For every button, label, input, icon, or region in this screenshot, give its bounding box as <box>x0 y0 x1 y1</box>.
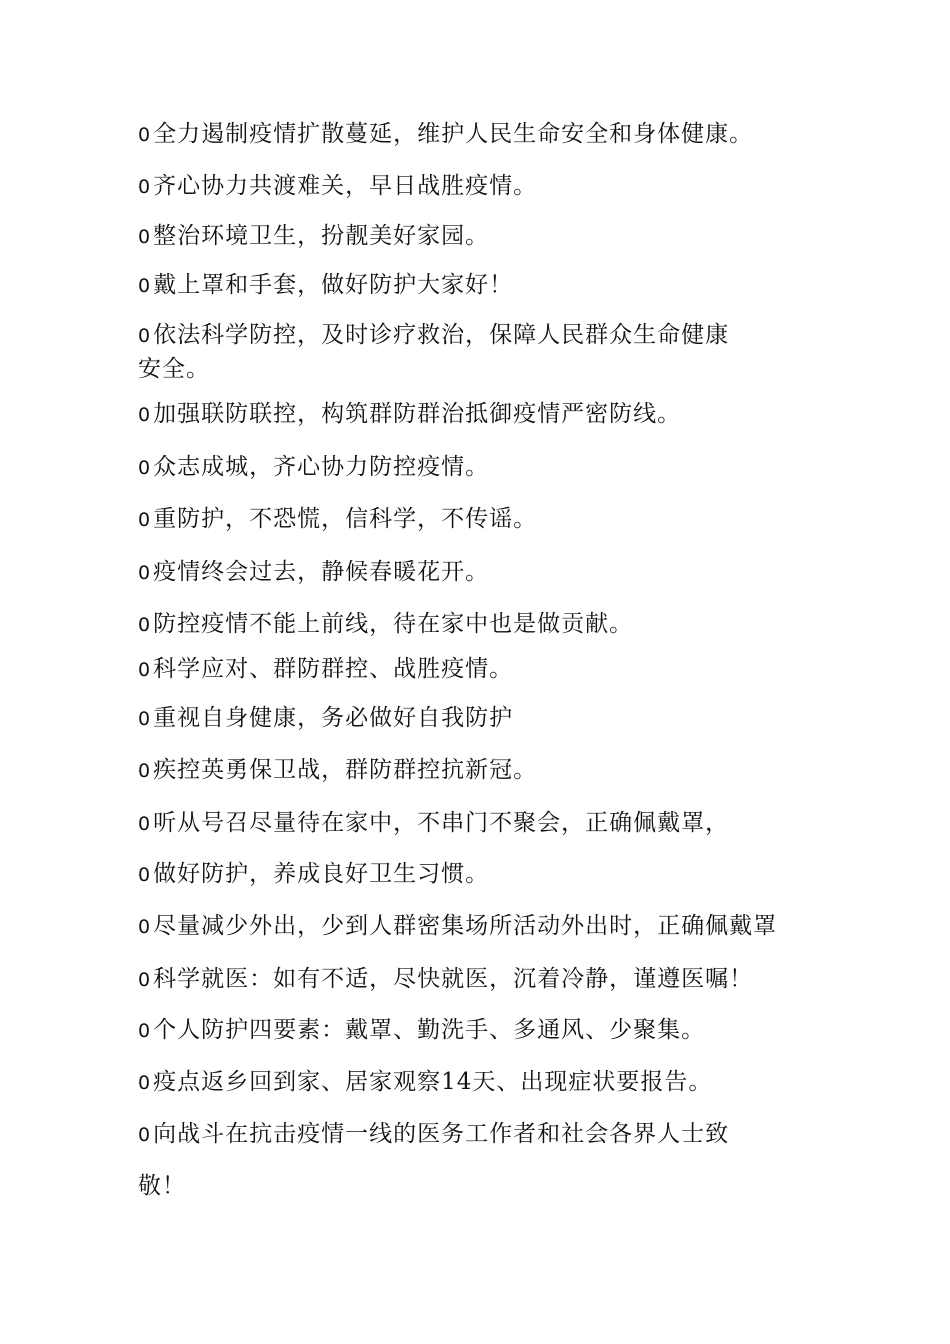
slogan-line <box>138 450 818 485</box>
slogan-text: 听从号召尽量待在家中，不串门不聚会，正确佩戴罩， <box>153 810 730 836</box>
slogan-text: 科学应对、群防群控、战胜疫情。 <box>153 656 514 682</box>
slogan-text: 齐心协力共渡难关，早日战胜疫情。 <box>153 173 538 199</box>
bullet-marker: 0 <box>138 659 152 681</box>
slogan-line <box>138 909 818 944</box>
slogan-text: 个人防护四要素：戴罩、勤洗手、多通风、少聚集。 <box>153 1017 706 1043</box>
bullet-marker: 0 <box>138 1072 152 1094</box>
bullet-marker: 0 <box>138 1124 152 1146</box>
slogan-line <box>138 753 818 788</box>
bullet-marker: 0 <box>138 813 152 835</box>
slogan-line <box>138 857 818 892</box>
slogan-line <box>138 117 818 152</box>
slogan-text: 依法科学防控，及时诊疗救治，保障人民群众生命健康 <box>153 322 730 348</box>
slogan-text: 疫点返乡回到家、居家观察14天、出现症状要报告。 <box>153 1069 713 1095</box>
bullet-marker: 0 <box>138 760 152 782</box>
slogan-text: 科学就医：如有不适，尽快就医，沉着冷静，谨遵医嘱！ <box>153 966 754 992</box>
bullet-marker: 0 <box>138 124 152 146</box>
slogan-line <box>138 806 818 841</box>
slogan-line <box>138 318 818 353</box>
slogan-text: 重视自身健康，务必做好自我防护 <box>153 705 514 731</box>
slogan-continuation: 敬！ <box>138 1173 186 1199</box>
slogan-line <box>138 1117 818 1152</box>
slogan-line <box>138 652 818 687</box>
slogan-line <box>138 268 818 303</box>
slogan-text: 整治环境卫生，扮靓美好家园。 <box>153 223 490 249</box>
slogan-text: 戴上罩和手套，做好防护大家好！ <box>153 272 514 298</box>
bullet-marker: 0 <box>138 1020 152 1042</box>
slogan-text: 尽量减少外出，少到人群密集场所活动外出时，正确佩戴罩 <box>153 913 778 939</box>
slogan-line <box>138 962 818 997</box>
bullet-marker: 0 <box>138 325 152 347</box>
bullet-marker: 0 <box>138 275 152 297</box>
slogan-line <box>138 701 818 736</box>
slogan-line <box>138 1065 818 1100</box>
slogan-line <box>138 607 818 642</box>
slogan-line <box>138 219 818 254</box>
slogan-text: 疾控英勇保卫战，群防群控抗新冠。 <box>153 757 538 783</box>
bullet-marker: 0 <box>138 708 152 730</box>
slogan-continuation: 安全。 <box>138 356 210 382</box>
slogan-line <box>138 555 818 590</box>
slogan-line <box>138 1013 818 1048</box>
slogan-text: 加强联防联控，构筑群防群治抵御疫情严密防线。 <box>153 401 682 427</box>
bullet-marker: 0 <box>138 404 152 426</box>
bullet-marker: 0 <box>138 457 152 479</box>
bullet-marker: 0 <box>138 614 152 636</box>
bullet-marker: 0 <box>138 562 152 584</box>
slogan-text: 众志成城，齐心协力防控疫情。 <box>153 454 490 480</box>
bullet-marker: 0 <box>138 916 152 938</box>
slogan-line <box>138 169 818 204</box>
bullet-marker: 0 <box>138 969 152 991</box>
slogan-text: 疫情终会过去，静候春暖花开。 <box>153 559 490 585</box>
slogan-text: 重防护，不恐慌，信科学，不传谣。 <box>153 506 538 532</box>
slogan-text: 向战斗在抗击疫情一线的医务工作者和社会各界人士致 <box>153 1121 730 1147</box>
slogan-text: 防控疫情不能上前线，待在家中也是做贡献。 <box>153 611 634 637</box>
bullet-marker: 0 <box>138 864 152 886</box>
slogan-text: 全力遏制疫情扩散蔓延，维护人民生命安全和身体健康。 <box>153 121 754 147</box>
bullet-marker: 0 <box>138 176 152 198</box>
bullet-marker: 0 <box>138 226 152 248</box>
slogan-line <box>138 502 818 537</box>
bullet-marker: 0 <box>138 509 152 531</box>
slogan-text: 做好防护，养成良好卫生习惯。 <box>153 861 490 887</box>
slogan-line <box>138 397 818 432</box>
